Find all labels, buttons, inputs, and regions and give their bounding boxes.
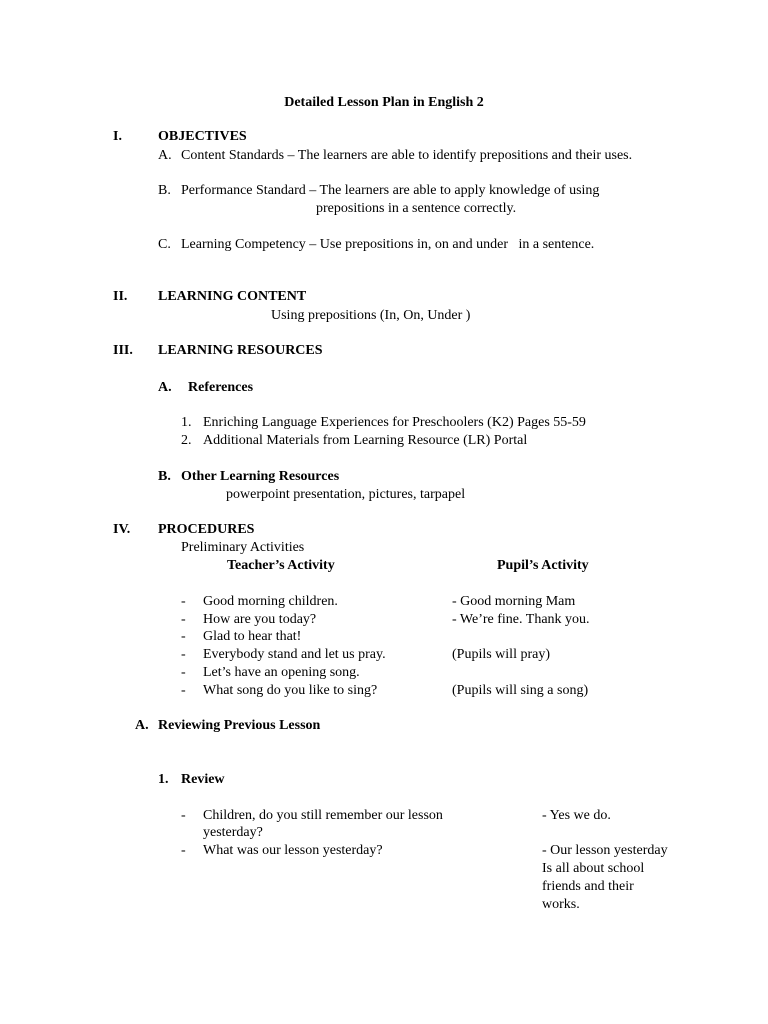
other-resources-heading: Other Learning Resources bbox=[181, 469, 340, 484]
teacher-line: What was our lesson yesterday? bbox=[203, 843, 383, 858]
references-heading: References bbox=[188, 380, 254, 395]
learning-content-heading: LEARNING CONTENT bbox=[158, 289, 307, 304]
learning-content-text: Using prepositions (In, On, Under ) bbox=[271, 308, 471, 323]
section-numeral-i: I. bbox=[113, 129, 122, 144]
review-heading: Review bbox=[181, 772, 225, 787]
preliminary-activities-label: Preliminary Activities bbox=[181, 540, 305, 555]
objective-letter-c: C. bbox=[158, 237, 171, 252]
pupil-line: works. bbox=[542, 897, 580, 912]
objective-letter-a: A. bbox=[158, 148, 172, 163]
teacher-line: Everybody stand and let us pray. bbox=[203, 647, 386, 662]
teacher-line: Children, do you still remember our lesson bbox=[203, 808, 443, 823]
document-title: Detailed Lesson Plan in English 2 bbox=[284, 95, 484, 110]
objective-performance-standard-continued: prepositions in a sentence correctly. bbox=[316, 201, 517, 216]
objective-letter-b: B. bbox=[158, 183, 171, 198]
objective-learning-competency: Learning Competency – Use prepositions in, on and under in a sentence. bbox=[181, 237, 595, 252]
reference-item: Enriching Language Experiences for Preschoolers (K2) Pages 55-59 bbox=[203, 415, 586, 430]
review-number: 1. bbox=[158, 772, 169, 787]
pupil-line: Is all about school bbox=[542, 861, 645, 876]
row-bullet: - bbox=[181, 683, 186, 698]
learning-resources-heading: LEARNING RESOURCES bbox=[158, 343, 323, 358]
row-bullet: - bbox=[181, 665, 186, 680]
reference-item: Additional Materials from Learning Resource (LR) Portal bbox=[203, 433, 528, 448]
other-resources-text: powerpoint presentation, pictures, tarpapel bbox=[226, 487, 466, 502]
row-bullet: - bbox=[181, 808, 186, 823]
objectives-heading: OBJECTIVES bbox=[158, 129, 247, 144]
pupil-line: - Our lesson yesterday bbox=[542, 843, 668, 858]
teacher-line: How are you today? bbox=[203, 612, 317, 627]
reviewing-letter: A. bbox=[135, 718, 149, 733]
reviewing-heading: Reviewing Previous Lesson bbox=[158, 718, 321, 733]
teacher-activity-header: Teacher’s Activity bbox=[227, 558, 335, 573]
row-bullet: - bbox=[181, 843, 186, 858]
reference-number: 1. bbox=[181, 415, 192, 430]
row-bullet: - bbox=[181, 629, 186, 644]
pupil-line: (Pupils will sing a song) bbox=[452, 683, 589, 698]
pupil-line: friends and their bbox=[542, 879, 634, 894]
teacher-line: yesterday? bbox=[203, 825, 263, 840]
pupil-line: - Good morning Mam bbox=[452, 594, 576, 609]
other-resources-letter: B. bbox=[158, 469, 171, 484]
teacher-line: What song do you like to sing? bbox=[203, 683, 378, 698]
teacher-line: Let’s have an opening song. bbox=[203, 665, 360, 680]
objective-content-standards: Content Standards – The learners are able to identify prepositions and their uses. bbox=[181, 148, 633, 163]
row-bullet: - bbox=[181, 594, 186, 609]
row-bullet: - bbox=[181, 612, 186, 627]
section-numeral-iv: IV. bbox=[113, 522, 131, 537]
reference-number: 2. bbox=[181, 433, 192, 448]
references-letter: A. bbox=[158, 380, 172, 395]
pupil-line: (Pupils will pray) bbox=[452, 647, 550, 662]
pupil-line: - We’re fine. Thank you. bbox=[452, 612, 590, 627]
section-numeral-iii: III. bbox=[113, 343, 133, 358]
row-bullet: - bbox=[181, 647, 186, 662]
pupil-activity-header: Pupil’s Activity bbox=[497, 558, 589, 573]
procedures-heading: PROCEDURES bbox=[158, 522, 255, 537]
teacher-line: Glad to hear that! bbox=[203, 629, 302, 644]
section-numeral-ii: II. bbox=[113, 289, 128, 304]
pupil-line: - Yes we do. bbox=[542, 808, 611, 823]
teacher-line: Good morning children. bbox=[203, 594, 338, 609]
objective-performance-standard: Performance Standard – The learners are able to apply knowledge of using bbox=[181, 183, 600, 198]
